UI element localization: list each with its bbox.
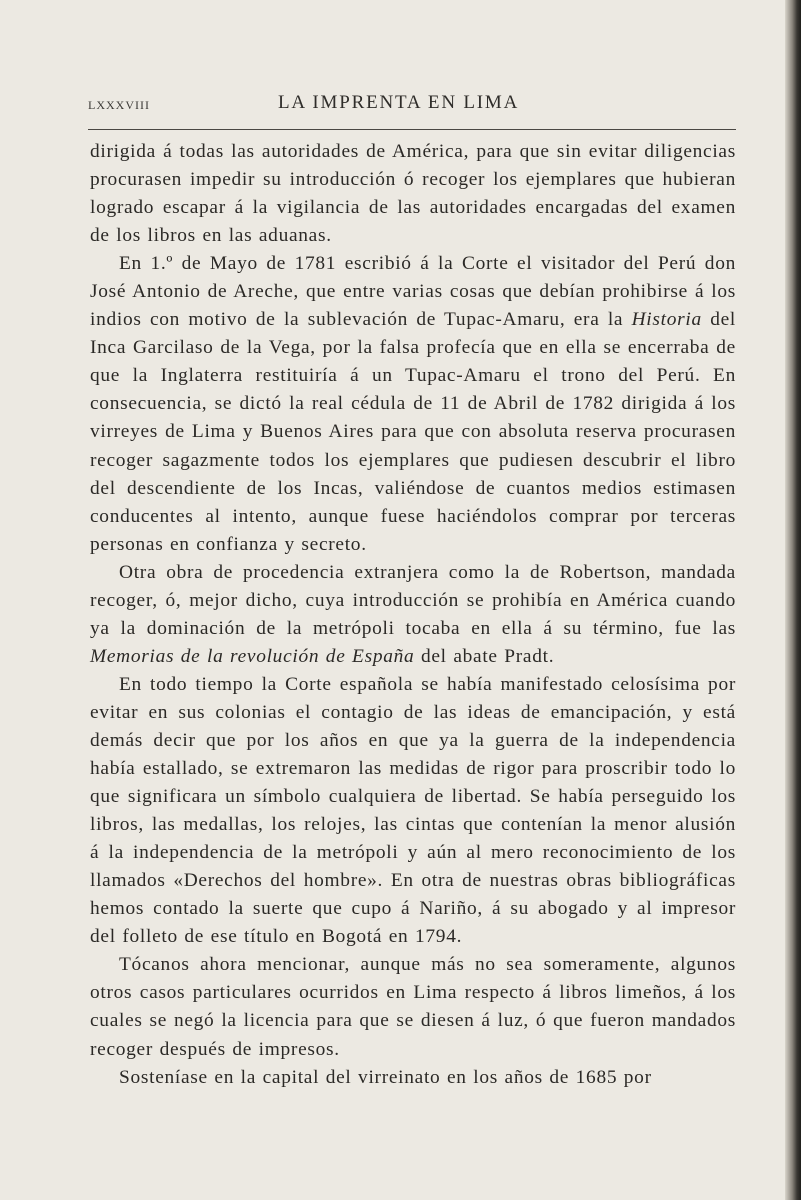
paragraph-text: del abate Pradt. — [414, 645, 555, 667]
page-number: LXXXVIII — [88, 98, 150, 112]
paragraph-areche — [90, 250, 736, 559]
header-rule — [88, 129, 736, 130]
book-title-memorias: Memorias de la revolución de España — [90, 645, 415, 667]
paragraph-text: del Inca Garcilaso de la Vega, por la falsa profecía que en ella se encerraba de que la Inglaterra restituiría á un Tupac-Amaru el trono del Perú. En consecuencia, se dictó la real cédula de 11 de Abril de 1782 dirigida á los virreyes de Lima y Buenos Aires para que con absoluta reserva procurasen recoger sagazmente todos los ejemplares que pudiesen descubrir el libro del descendiente de los Incas, valiéndose de cuantos medios estimasen conducentes al intento, aunque fuese haciéndolos comprar por terceras personas en confianza y secreto. — [90, 309, 736, 555]
paragraph-continuation: dirigida á todas las autoridades de América, para que sin evitar diligencias procurasen impedir su introducción ó recoger los ejemplares que hubieran logrado escapar á la vigilancia de las autoridades encargadas del examen de los libros en las aduanas. — [90, 141, 736, 247]
paragraph-text: Otra obra de procedencia extranjera como la de Robertson, mandada recoger, ó, mejor dicho, cuya introducción se prohibía en América cuando ya la dominación de la metrópoli tocaba en ella á su término, fue las — [90, 561, 736, 639]
paragraph-robertson — [90, 559, 736, 671]
book-title-historia: Historia — [631, 309, 702, 331]
paragraph-emancipacion: En todo tiempo la Corte española se había manifestado celosísima por evitar en sus colonias el contagio de las ideas de emancipación, y está demás decir que por los años en que ya la guerra de la independencia había estallado, se extremaron las medidas de rigor para proscribir todo lo que significara un símbolo cualquiera de libertad. Se había perseguido los libros, las medallas, los relojes, las cintas que contenían la menor alusión á la independencia de la metrópoli y aún al mero reconocimiento de los llamados «Derechos del hombre». En otra de nuestras obras bibliográficas hemos contado la suerte que cupo á Nariño, á su abogado y al impresor del folleto de ese título en Bogotá en 1794. — [90, 673, 736, 948]
paragraph-libros-limenos: Tócanos ahora mencionar, aunque más no sea someramente, algunos otros casos particulares ocurridos en Lima respecto á libros limeños, á los cuales se negó la licencia para que se diesen á luz, ó que fueron mandados recoger después de impresos. — [90, 954, 736, 1060]
running-title: LA IMPRENTA EN LIMA — [278, 92, 520, 113]
paragraph-final: Sosteníase en la capital del virreinato en los años de 1685 por — [119, 1066, 652, 1088]
page-header — [88, 92, 738, 118]
paragraph-text: En 1.º de Mayo de 1781 escribió á la Corte el visitador del Perú don José Antonio de Areche, que entre varias cosas que debían prohibirse á los indios con motivo de la sublevación de Tupac-Amaru, era la — [90, 253, 736, 331]
page-edge-shadow — [785, 0, 801, 1200]
body-text — [90, 138, 736, 1092]
